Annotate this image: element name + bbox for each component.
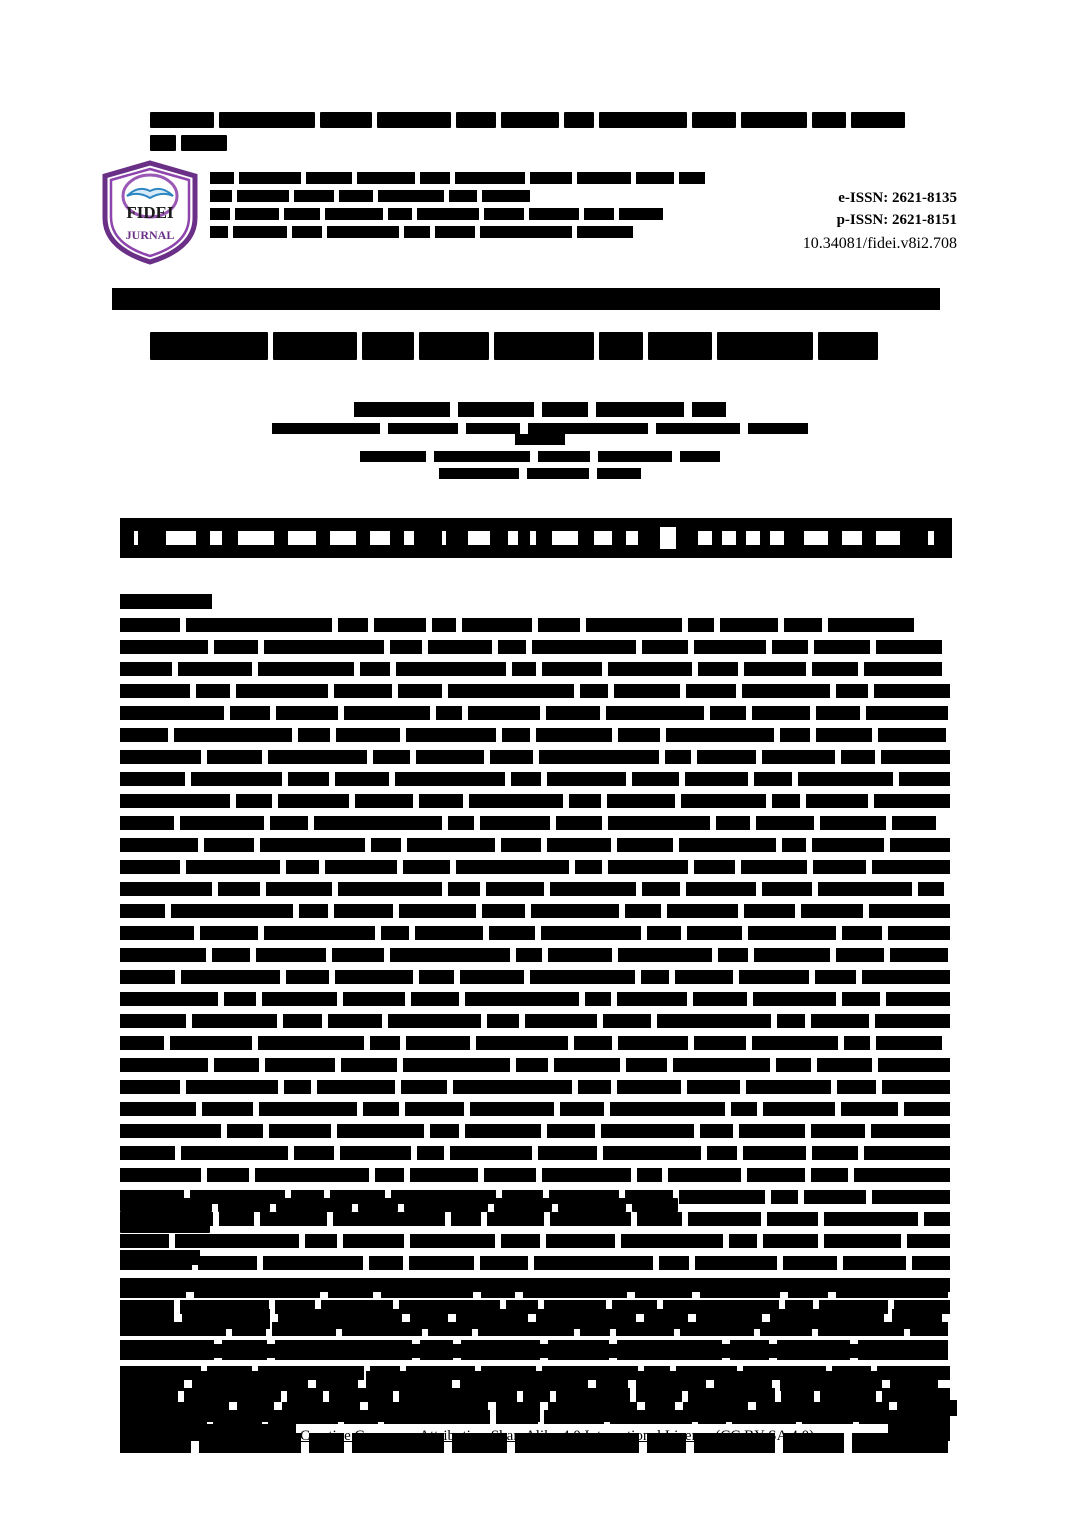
- abstract-line: [120, 1212, 956, 1226]
- abstrak-line: [120, 1402, 956, 1422]
- abstract-line: [120, 750, 956, 764]
- abstract-line: [120, 662, 956, 676]
- logo-text-jurnal: JURNAL: [125, 228, 175, 242]
- abstract-body: [120, 618, 956, 1178]
- abstract-line: [120, 618, 956, 632]
- abstrak-label: [120, 1248, 200, 1263]
- pissn-text: p-ISSN: 2621-8151: [836, 211, 957, 228]
- masthead-line: [210, 208, 730, 220]
- abstract-line: [120, 1058, 956, 1072]
- abstrak-line: [120, 1309, 956, 1329]
- abstract-line: [120, 706, 956, 720]
- abstract-line: [120, 794, 956, 808]
- issn-doi-block: [803, 188, 957, 255]
- abstract-line: [120, 1102, 956, 1116]
- abstract-line: [120, 1080, 956, 1094]
- abstract-line: [120, 684, 956, 698]
- license-link[interactable]: Creative Commons Attribution-ShareAlike 4.0 International License: [300, 1428, 712, 1444]
- affiliation-line: [240, 451, 840, 462]
- authors-block: [240, 402, 840, 485]
- masthead-line: [210, 226, 730, 238]
- journal-masthead: [210, 172, 730, 244]
- license-suffix: (CC BY-SA 4.0): [711, 1428, 815, 1444]
- abstract-line: [120, 728, 956, 742]
- abstract-line: [120, 926, 956, 940]
- abstract-line: [120, 1168, 956, 1182]
- header-divider: [112, 288, 940, 310]
- abstract-line: [120, 1014, 956, 1028]
- abstract-line: [120, 860, 956, 874]
- abstract-line: [120, 640, 956, 654]
- eissn-text: e-ISSN: 2621-8135: [838, 190, 957, 206]
- keywords-line: [120, 1198, 740, 1213]
- abstract-line: [120, 882, 956, 896]
- affiliation-line: [240, 423, 840, 445]
- footer-right-text: [888, 1424, 950, 1441]
- author-names: [240, 402, 840, 417]
- abstrak-line: [120, 1278, 956, 1298]
- affiliation-line: [240, 468, 840, 479]
- doi-text: 10.34081/fidei.v8i2.708: [802, 234, 957, 252]
- article-title: [150, 332, 940, 366]
- abstract-line: [120, 1036, 956, 1050]
- abstrak-body: [120, 1278, 956, 1448]
- running-header-title: [150, 112, 940, 132]
- abstract-line: [120, 772, 956, 786]
- abstract-line: [120, 1146, 956, 1160]
- logo-text-fidei: FIDEI: [126, 203, 174, 222]
- masthead-line: [210, 190, 730, 202]
- abstract-line: [120, 970, 956, 984]
- abstract-label: [120, 592, 212, 607]
- page-number: [919, 1400, 957, 1416]
- abstract-line: [120, 992, 956, 1006]
- abstract-line: [120, 1234, 956, 1248]
- correspondence-band: [120, 518, 952, 558]
- abstract-line: [120, 1256, 956, 1270]
- abstrak-line: [120, 1340, 956, 1360]
- abstract-line: [120, 904, 956, 918]
- abstract-line: [120, 1124, 956, 1138]
- abstract-line: [120, 816, 956, 830]
- journal-logo: [100, 160, 200, 265]
- abstrak-line: [120, 1371, 956, 1391]
- abstract-line: [120, 948, 956, 962]
- license-notice: [300, 1427, 900, 1445]
- masthead-line: [210, 172, 730, 184]
- abstract-line: [120, 838, 956, 852]
- footer-left-text: [120, 1424, 296, 1441]
